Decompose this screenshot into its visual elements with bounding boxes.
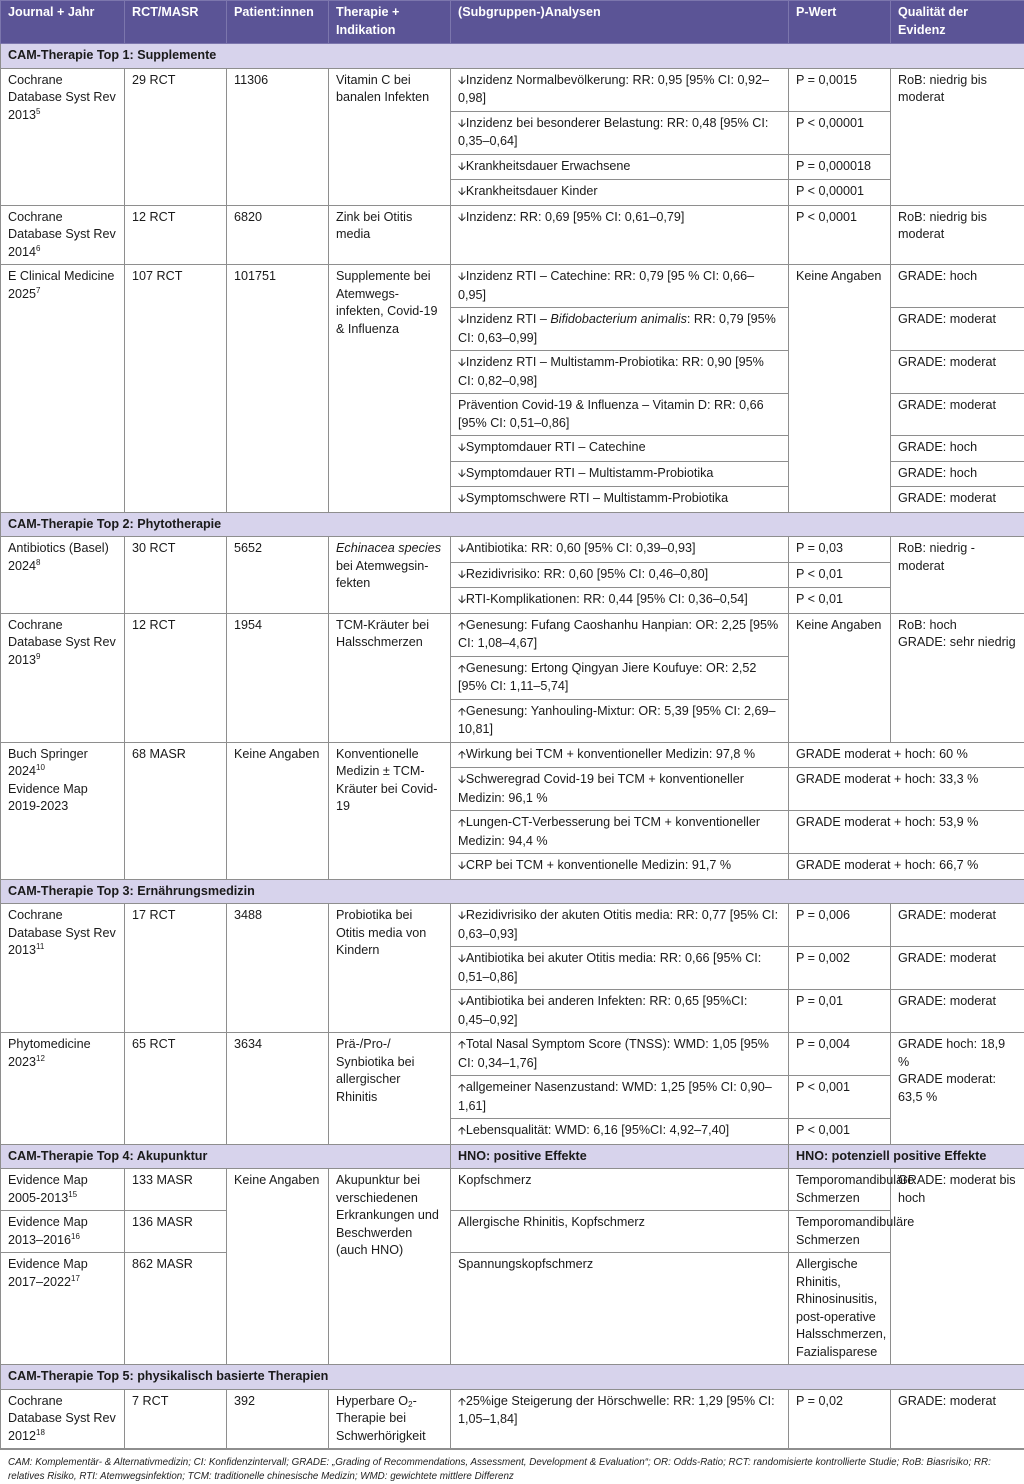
evidence-cell: RoB: hoch GRADE: sehr niedrig: [891, 613, 1024, 742]
table-row: [1, 1253, 1024, 1365]
positive-effect-cell: Kopfschmerz: [451, 1169, 789, 1211]
header-rct-masr: RCT/MASR: [125, 1, 227, 44]
analysis-cell: 🡫Krankheitsdauer Erwachsene: [451, 154, 789, 180]
analysis-cell: 🡫Inzidenz RTI – Bifidobacterium animalis: RR: 0,79 [95% CI: 0,63–0,99]: [451, 308, 789, 351]
p-value-cell: P < 0,001: [789, 1076, 891, 1119]
arrow-down-icon: 🡫: [458, 314, 466, 326]
study-count: 862 MASR: [125, 1253, 227, 1365]
positive-effects-header: HNO: positive Effekte: [451, 1144, 789, 1169]
p-value-cell: P = 0,004: [789, 1033, 891, 1076]
evidence-cell: GRADE: moderat: [891, 394, 1024, 436]
table-row: [1, 265, 1024, 308]
evidence-cell: GRADE: moderat: [891, 947, 1024, 990]
journal-cell: Cochrane Database Syst Rev 2013$^9$: [1, 613, 125, 742]
header-therapy: Therapie + Indikation: [329, 1, 451, 44]
journal-cell: Cochrane Database Syst Rev 2014$^6$: [1, 205, 125, 265]
arrow-up-icon: 🡩: [458, 620, 466, 632]
study-count: 107 RCT: [125, 265, 227, 513]
p-value-cell: P < 0,0001: [789, 205, 891, 265]
arrow-down-icon: 🡫: [458, 774, 466, 786]
arrow-up-icon: 🡩: [458, 1082, 466, 1094]
arrow-down-icon: 🡫: [458, 953, 466, 965]
p-value-cell: P = 0,01: [789, 990, 891, 1033]
evidence-cell: RoB: niedrig bis moderat: [891, 68, 1024, 205]
evidence-cell: GRADE moderat + hoch: 33,3 %: [789, 768, 1024, 811]
analysis-cell: 🡩Wirkung bei TCM + konventioneller Medizin: 97,8 %: [451, 742, 789, 768]
header-patients: Patient:innen: [227, 1, 329, 44]
analysis-cell: 🡫Krankheitsdauer Kinder: [451, 180, 789, 206]
arrow-down-icon: 🡫: [458, 910, 466, 922]
study-count: 29 RCT: [125, 68, 227, 205]
table-row: [1, 742, 1024, 768]
table-row: [1, 1389, 1024, 1449]
table-row: [1, 68, 1024, 111]
potential-effect-cell: Allergische Rhinitis, Rhinosinusitis, post-operative Halsschmerzen, Fazialisparese: [789, 1253, 891, 1365]
arrow-up-icon: 🡩: [458, 663, 466, 675]
analysis-cell: 🡩25%ige Steigerung der Hörschwelle: RR: 1,29 [95% CI: 1,05–1,84]: [451, 1389, 789, 1449]
therapy-cell: Echinacea species bei Atemwegsin-fekten: [329, 537, 451, 614]
table-row: [1, 1033, 1024, 1076]
therapy-cell: Supplemente bei Atemwegs-infekten, Covid-19 & Influenza: [329, 265, 451, 513]
p-value-cell: P = 0,002: [789, 947, 891, 990]
patient-count: Keine Angaben: [227, 1169, 329, 1365]
p-value-cell: P = 0,02: [789, 1389, 891, 1449]
therapy-cell: TCM-Kräuter bei Halsschmerzen: [329, 613, 451, 742]
analysis-cell: 🡩Genesung: Fufang Caoshanhu Hanpian: OR: 2,25 [95% CI: 1,08–4,67]: [451, 613, 789, 656]
analysis-cell: 🡩Genesung: Ertong Qingyan Jiere Koufuye: OR: 2,52 [95% CI: 1,11–5,74]: [451, 656, 789, 699]
therapy-cell: Zink bei Otitis media: [329, 205, 451, 265]
section-header: [1, 879, 1024, 904]
arrow-down-icon: 🡫: [458, 594, 466, 606]
section-header: [1, 512, 1024, 537]
study-count: 133 MASR: [125, 1169, 227, 1211]
table-row: [1, 537, 1024, 563]
arrow-down-icon: 🡫: [458, 860, 466, 872]
evidence-cell: GRADE: moderat: [891, 990, 1024, 1033]
arrow-up-icon: 🡩: [458, 749, 466, 761]
evidence-cell: GRADE moderat + hoch: 53,9 %: [789, 811, 1024, 854]
patient-count: 392: [227, 1389, 329, 1449]
potential-effect-cell: Temporomandibuläre Schmerzen: [789, 1211, 891, 1253]
study-count: 30 RCT: [125, 537, 227, 614]
therapy-cell: Vitamin C bei banalen Infekten: [329, 68, 451, 205]
study-count: 65 RCT: [125, 1033, 227, 1145]
study-count: 7 RCT: [125, 1389, 227, 1449]
evidence-cell: GRADE: moderat: [891, 308, 1024, 351]
analysis-cell: 🡩Genesung: Yanhouling-Mixtur: OR: 5,39 [95% CI: 2,69–10,81]: [451, 699, 789, 742]
header-row: [1, 1, 1024, 44]
potential-effect-cell: Temporomandibuläre Schmerzen: [789, 1169, 891, 1211]
p-value-cell: P < 0,00001: [789, 111, 891, 154]
section-header: [1, 1144, 1024, 1169]
journal-cell: Cochrane Database Syst Rev 2013$^{11}$: [1, 904, 125, 1033]
therapy-cell: Prä-/Pro-/ Synbiotika bei allergischer Rhinitis: [329, 1033, 451, 1145]
evidence-cell: GRADE: moderat: [891, 351, 1024, 394]
p-value-cell: P < 0,01: [789, 588, 891, 614]
patient-count: 6820: [227, 205, 329, 265]
analysis-cell: 🡫Inzidenz: RR: 0,69 [95% CI: 0,61–0,79]: [451, 205, 789, 265]
therapy-cell: Hyperbare $O_2$-Therapie bei Schwerhörigkeit: [329, 1389, 451, 1449]
arrow-down-icon: 🡫: [458, 161, 466, 173]
analysis-cell: 🡫RTI-Komplikationen: RR: 0,44 [95% CI: 0,36–0,54]: [451, 588, 789, 614]
table-row: [1, 1211, 1024, 1253]
section-header: [1, 1365, 1024, 1390]
evidence-cell: GRADE: moderat: [891, 487, 1024, 513]
section-header: [1, 44, 1024, 69]
p-value-cell: P = 0,006: [789, 904, 891, 947]
arrow-down-icon: 🡫: [458, 75, 466, 87]
study-count: 12 RCT: [125, 613, 227, 742]
analysis-cell: 🡫Inzidenz RTI – Catechine: RR: 0,79 [95 % CI: 0,66–0,95]: [451, 265, 789, 308]
analysis-cell: 🡫Inzidenz RTI – Multistamm-Probiotika: RR: 0,90 [95% CI: 0,82–0,98]: [451, 351, 789, 394]
positive-effect-cell: Spannungskopfschmerz: [451, 1253, 789, 1365]
journal-cell: Buch Springer 2024$^{10}$ Evidence Map 2019-2023: [1, 742, 125, 879]
evidence-cell: GRADE: moderat bis hoch: [891, 1169, 1024, 1365]
p-value-cell: P = 0,000018: [789, 154, 891, 180]
analysis-cell: 🡫Symptomdauer RTI – Catechine: [451, 436, 789, 462]
evidence-cell: GRADE moderat + hoch: 66,7 %: [789, 854, 1024, 880]
evidence-cell: GRADE moderat + hoch: 60 %: [789, 742, 1024, 768]
journal-cell: E Clinical Medicine 2025$^7$: [1, 265, 125, 513]
positive-effect-cell: Allergische Rhinitis, Kopfschmerz: [451, 1211, 789, 1253]
arrow-down-icon: 🡫: [458, 212, 466, 224]
evidence-cell: RoB: niedrig bis moderat: [891, 205, 1024, 265]
study-count: 136 MASR: [125, 1211, 227, 1253]
therapy-cell: Probiotika bei Otitis media von Kindern: [329, 904, 451, 1033]
arrow-down-icon: 🡫: [458, 357, 466, 369]
analysis-cell: 🡫Antibiotika: RR: 0,60 [95% CI: 0,39–0,93]: [451, 537, 789, 563]
arrow-down-icon: 🡫: [458, 569, 466, 581]
evidence-cell: GRADE: moderat: [891, 1389, 1024, 1449]
header-analyses: (Subgruppen-)Analysen: [451, 1, 789, 44]
section-title: CAM-Therapie Top 4: Akupunktur: [1, 1144, 451, 1169]
table-row: [1, 613, 1024, 656]
arrow-up-icon: 🡩: [458, 706, 466, 718]
analysis-cell: 🡫Inzidenz bei besonderer Belastung: RR: 0,48 [95% CI: 0,35–0,64]: [451, 111, 789, 154]
section-title: CAM-Therapie Top 2: Phytotherapie: [1, 512, 1024, 537]
p-value-cell: P = 0,03: [789, 537, 891, 563]
patient-count: 3634: [227, 1033, 329, 1145]
analysis-cell: 🡫Rezidivrisiko der akuten Otitis media: RR: 0,77 [95% CI: 0,63–0,93]: [451, 904, 789, 947]
analysis-cell: 🡫Symptomdauer RTI – Multistamm-Probiotika: [451, 461, 789, 487]
table-footnote: CAM: Komplementär- & Alternativmedizin; CI: Konfidenzintervall; GRADE: „Grading of Recommendations, Assessment, Development & Evaluation“; OR: Odds-Ratio; RCT: randomisierte kontrollierte Studie; RoB: Biasrisiko; RR: relatives Risiko, RTI: Atemwegsinfektion; TCM: traditionelle chinesische Medizin; WMD: gewichtete mittlere Differenz: [0, 1449, 1024, 1484]
analysis-cell: 🡫Antibiotika bei akuter Otitis media: RR: 0,66 [95% CI: 0,51–0,86]: [451, 947, 789, 990]
arrow-up-icon: 🡩: [458, 1396, 466, 1408]
arrow-up-icon: 🡩: [458, 1125, 466, 1137]
potential-effects-header: HNO: potenziell positive Effekte: [789, 1144, 1024, 1169]
evidence-cell: GRADE hoch: 18,9 % GRADE moderat: 63,5 %: [891, 1033, 1024, 1145]
patient-count: 5652: [227, 537, 329, 614]
table-row: [1, 1169, 1024, 1211]
study-count: 17 RCT: [125, 904, 227, 1033]
patient-count: 101751: [227, 265, 329, 513]
study-count: 12 RCT: [125, 205, 227, 265]
section-title: CAM-Therapie Top 1: Supplemente: [1, 44, 1024, 69]
arrow-down-icon: 🡫: [458, 468, 466, 480]
arrow-down-icon: 🡫: [458, 118, 466, 130]
journal-cell: Evidence Map 2013–2016$^{16}$: [1, 1211, 125, 1253]
arrow-up-icon: 🡩: [458, 817, 466, 829]
arrow-down-icon: 🡫: [458, 543, 466, 555]
p-value-cell: P < 0,00001: [789, 180, 891, 206]
analysis-cell: 🡫Rezidivrisiko: RR: 0,60 [95% CI: 0,46–0,80]: [451, 562, 789, 588]
evidence-cell: GRADE: hoch: [891, 436, 1024, 462]
patient-count: 1954: [227, 613, 329, 742]
patient-count: Keine Angaben: [227, 742, 329, 879]
evidence-cell: GRADE: moderat: [891, 904, 1024, 947]
patient-count: 11306: [227, 68, 329, 205]
analysis-cell: 🡫Symptomschwere RTI – Multistamm-Probiotika: [451, 487, 789, 513]
arrow-down-icon: 🡫: [458, 271, 466, 283]
analysis-cell: 🡩Total Nasal Symptom Score (TNSS): WMD: 1,05 [95% CI: 0,34–1,76]: [451, 1033, 789, 1076]
header-journal: Journal + Jahr: [1, 1, 125, 44]
evidence-cell: GRADE: hoch: [891, 265, 1024, 308]
analysis-cell: 🡫CRP bei TCM + konventionelle Medizin: 91,7 %: [451, 854, 789, 880]
analysis-cell: 🡫Antibiotika bei anderen Infekten: RR: 0,65 [95%CI: 0,45–0,92]: [451, 990, 789, 1033]
analysis-cell: 🡫Schweregrad Covid-19 bei TCM + konventioneller Medizin: 96,1 %: [451, 768, 789, 811]
journal-cell: Evidence Map 2005-2013$^{15}$: [1, 1169, 125, 1211]
section-title: CAM-Therapie Top 3: Ernährungsmedizin: [1, 879, 1024, 904]
analysis-cell: 🡫Inzidenz Normalbevölkerung: RR: 0,95 [95% CI: 0,92–0,98]: [451, 68, 789, 111]
evidence-cell: RoB: niedrig - moderat: [891, 537, 1024, 614]
p-value-cell: P = 0,0015: [789, 68, 891, 111]
header-p-value: P-Wert: [789, 1, 891, 44]
arrow-down-icon: 🡫: [458, 493, 466, 505]
table-row: [1, 904, 1024, 947]
arrow-down-icon: 🡫: [458, 442, 466, 454]
analysis-cell: 🡩Lebensqualität: WMD: 6,16 [95%CI: 4,92–7,40]: [451, 1119, 789, 1145]
p-value-cell: Keine Angaben: [789, 265, 891, 513]
p-value-cell: Keine Angaben: [789, 613, 891, 742]
evidence-cell: GRADE: hoch: [891, 461, 1024, 487]
therapy-cell: Konventionelle Medizin ± TCM-Kräuter bei Covid-19: [329, 742, 451, 879]
journal-cell: Evidence Map 2017–2022$^{17}$: [1, 1253, 125, 1365]
arrow-up-icon: 🡩: [458, 1039, 466, 1051]
arrow-down-icon: 🡫: [458, 996, 466, 1008]
analysis-cell: Prävention Covid-19 & Influenza – Vitamin D: RR: 0,66 [95% CI: 0,51–0,86]: [451, 394, 789, 436]
table-row: [1, 205, 1024, 265]
journal-cell: Antibiotics (Basel) 2024$^8$: [1, 537, 125, 614]
arrow-down-icon: 🡫: [458, 186, 466, 198]
study-count: 68 MASR: [125, 742, 227, 879]
analysis-cell: 🡩allgemeiner Nasenzustand: WMD: 1,25 [95% CI: 0,90–1,61]: [451, 1076, 789, 1119]
p-value-cell: P < 0,001: [789, 1119, 891, 1145]
journal-cell: Phytomedicine 2023$^{12}$: [1, 1033, 125, 1145]
therapy-cell: Akupunktur bei verschiedenen Erkrankungen und Beschwerden (auch HNO): [329, 1169, 451, 1365]
journal-cell: Cochrane Database Syst Rev 2012$^{18}$: [1, 1389, 125, 1449]
p-value-cell: P < 0,01: [789, 562, 891, 588]
section-title: CAM-Therapie Top 5: physikalisch basierte Therapien: [1, 1365, 1024, 1390]
patient-count: 3488: [227, 904, 329, 1033]
header-evidence: Qualität der Evidenz: [891, 1, 1024, 44]
journal-cell: Cochrane Database Syst Rev 2013$^5$: [1, 68, 125, 205]
analysis-cell: 🡩Lungen-CT-Verbesserung bei TCM + konventioneller Medizin: 94,4 %: [451, 811, 789, 854]
